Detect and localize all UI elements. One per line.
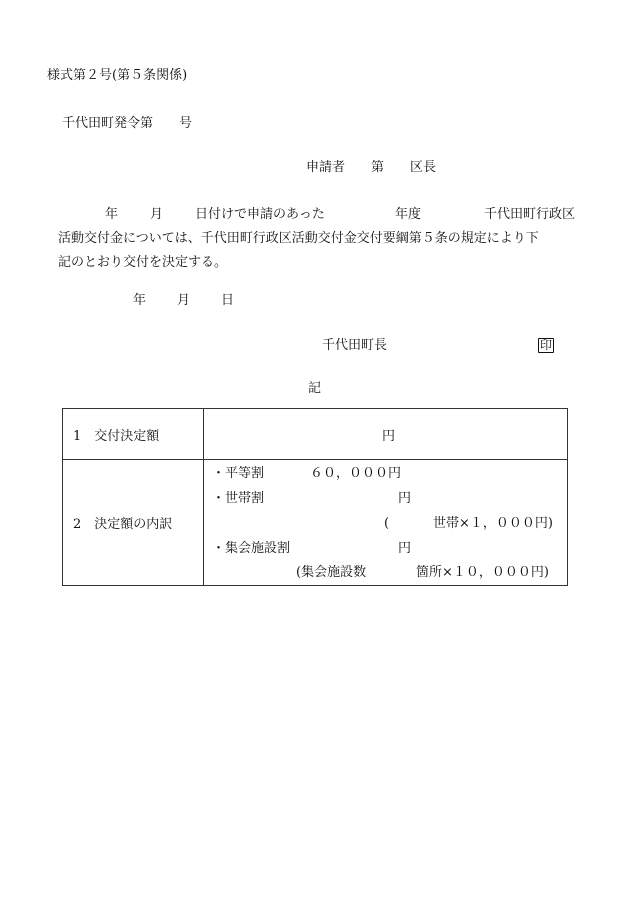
body-month: 月 [150,207,164,222]
equal-share-amount: ６０，０００円 [310,466,402,481]
label-decided-amount: 1 交付決定額 [63,409,204,460]
hall-share-yen: 円 [398,541,412,556]
household-share-label: ・世帯割 [212,491,265,506]
ki-heading: 記 [308,381,322,396]
body-fiscal-year: 年度 [395,207,422,222]
date-year: 年 [133,293,147,308]
date-month: 月 [177,293,191,308]
breakdown-cell [204,460,568,586]
document-number: 千代田町発令第 号 [62,116,193,131]
form-number: 様式第２号(第５条関係) [47,68,188,83]
date-day: 日 [221,293,235,308]
body-date-text: 日付けで申請のあった [195,207,325,222]
applicant-line: 申請者 第 区長 [306,160,437,175]
table-row-amount [63,409,568,460]
body-paragraph [58,203,586,275]
seal-icon: 印 [540,338,553,352]
decided-amount-value [204,409,568,460]
table-row-breakdown [63,460,568,586]
label-breakdown: 2 決定額の内訳 [63,460,204,586]
body-line-3: 記のとおり交付を決定する。 [58,255,228,270]
decided-amount-yen: 円 [381,428,395,444]
equal-share-label: ・平等割 [212,466,265,481]
household-formula: 世帯×１，０００円) [433,516,553,531]
body-year: 年 [105,207,119,222]
household-share-yen: 円 [398,491,412,506]
body-line-2: 活動交付金については、千代田町行政区活動交付金交付要綱第５条の規定により下 [58,231,539,246]
hall-share-label: ・集会施設割 [212,541,291,556]
seal-mark [538,338,554,354]
body-town-district: 千代田町行政区 [484,207,576,222]
body-line-1 [58,203,586,227]
decision-table [62,408,568,586]
household-formula-open: ( [384,516,390,531]
hall-formula-right: 箇所×１０，０００円) [416,565,549,580]
hall-formula-left: (集会施設数 [296,565,367,580]
mayor-title: 千代田町長 [322,338,388,353]
